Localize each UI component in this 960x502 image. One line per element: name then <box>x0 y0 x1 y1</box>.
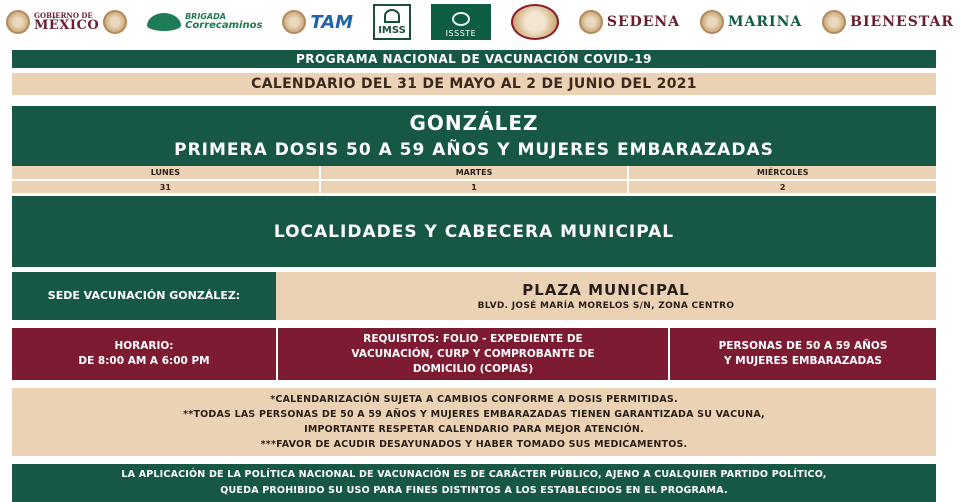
requirements-list: REQUISITOS: FOLIO - EXPEDIENTE DE VACUNACIÓN, CURP Y COMPROBANTE DE DOMICILIO (COPIAS) <box>278 328 668 380</box>
brigada-correcaminos-logo <box>147 13 262 31</box>
gobierno-mexico-logo <box>6 10 127 34</box>
bienestar-label: BIENESTAR <box>850 14 954 30</box>
note-line: **TODAS LAS PERSONAS DE 50 A 59 AÑOS Y MUJERES EMBARAZADAS TIENEN GARANTIZADA SU VACUNA, <box>183 409 765 420</box>
day-column <box>12 166 319 194</box>
days-row <box>12 166 936 194</box>
roadrunner-icon <box>147 13 181 31</box>
gobierno-label: GOBIERNO DE <box>34 11 93 20</box>
issste-emblem-icon <box>452 12 470 26</box>
note-line: ***FAVOR DE ACUDIR DESAYUNADOS Y HABER TOMADO SUS MEDICAMENTOS. <box>260 439 688 450</box>
notes-box <box>12 388 936 456</box>
bienestar-seal-icon <box>822 10 846 34</box>
brigada-label: BRIGADA <box>185 12 226 21</box>
eagle-seal-icon <box>511 4 559 40</box>
sedena-logo <box>579 10 680 34</box>
requirements-row <box>12 328 936 380</box>
state-seal-icon <box>282 10 306 34</box>
national-seal-icon <box>103 10 127 34</box>
sedena-seal-icon <box>579 10 603 34</box>
logo-bar <box>0 0 960 44</box>
issste-label: ISSSTE <box>445 29 477 38</box>
day-number: 2 <box>629 181 936 193</box>
day-number: 1 <box>321 181 628 193</box>
mexico-label: MÉXICO <box>34 18 100 33</box>
correcaminos-label: Correcaminos <box>185 20 263 31</box>
footer-line: LA APLICACIÓN DE LA POLÍTICA NACIONAL DE VACUNACIÓN ES DE CARÁCTER PÚBLICO, AJENO A CUALQUIER PARTIDO POLÍTICO, <box>121 469 827 480</box>
issste-logo <box>431 4 491 40</box>
target-population: PERSONAS DE 50 A 59 AÑOS Y MUJERES EMBARAZADAS <box>670 328 936 380</box>
day-name: LUNES <box>12 166 319 179</box>
sedena-label: SEDENA <box>606 14 681 30</box>
day-number: 31 <box>12 181 319 193</box>
calendar-dates: CALENDARIO DEL 31 DE MAYO AL 2 DE JUNIO DEL 2021 <box>12 73 936 95</box>
municipality-header <box>12 106 936 166</box>
site-name: PLAZA MUNICIPAL <box>522 281 690 299</box>
national-seal-icon <box>6 10 30 34</box>
tam-logo <box>282 10 353 34</box>
legal-footer <box>12 464 936 502</box>
marina-logo <box>700 10 802 34</box>
bienestar-logo <box>822 10 954 34</box>
site-label: SEDE VACUNACIÓN GONZÁLEZ: <box>12 272 276 320</box>
dose-description: PRIMERA DOSIS 50 A 59 AÑOS Y MUJERES EMBARAZADAS <box>174 140 774 160</box>
localities-label: LOCALIDADES Y CABECERA MUNICIPAL <box>12 196 936 267</box>
marina-label: MARINA <box>728 14 803 30</box>
imss-logo <box>373 4 411 40</box>
note-line: IMPORTANTE RESPETAR CALENDARIO PARA MEJOR ATENCIÓN. <box>304 424 644 435</box>
municipality-name: GONZÁLEZ <box>409 111 539 135</box>
site-address: BLVD. JOSÉ MARÍA MORELOS S/N, ZONA CENTRO <box>477 301 735 311</box>
vaccination-site-row <box>12 272 936 320</box>
day-column <box>629 166 936 194</box>
day-column <box>321 166 628 194</box>
tam-label: TAM <box>310 11 354 33</box>
imss-label: IMSS <box>378 25 406 36</box>
site-details <box>276 272 936 320</box>
marina-seal-icon <box>700 10 724 34</box>
note-line: *CALENDARIZACIÓN SUJETA A CAMBIOS CONFORME A DOSIS PERMITIDAS. <box>270 394 678 405</box>
footer-line: QUEDA PROHIBIDO SU USO PARA FINES DISTINTOS A LOS ESTABLECIDOS EN EL PROGRAMA. <box>220 485 728 496</box>
schedule-hours: HORARIO: DE 8:00 AM A 6:00 PM <box>12 328 276 380</box>
day-name: MIÉRCOLES <box>629 166 936 179</box>
day-name: MARTES <box>321 166 628 179</box>
program-title: PROGRAMA NACIONAL DE VACUNACIÓN COVID-19 <box>12 50 936 68</box>
imss-eagle-icon <box>384 9 400 23</box>
